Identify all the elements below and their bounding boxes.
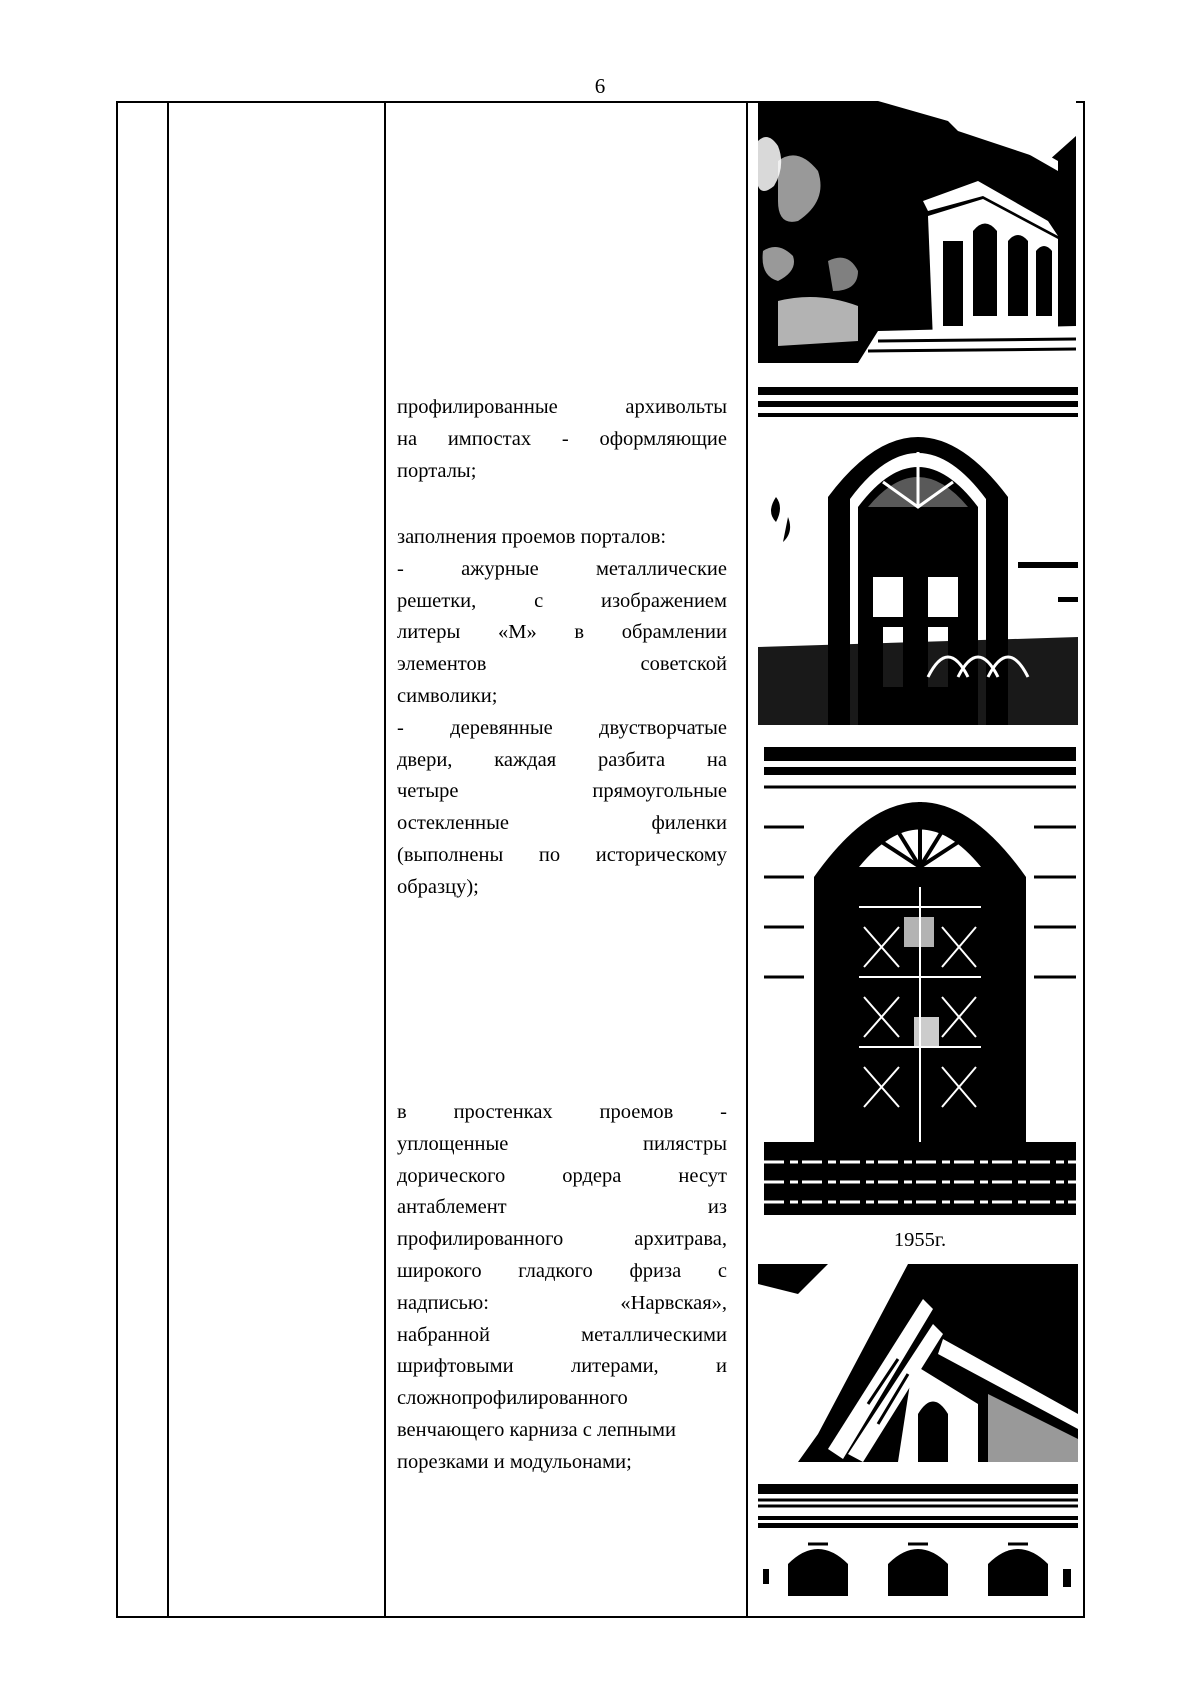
entablature-photo (758, 1484, 1078, 1596)
fillings-text: заполнения проемов порталов: - ажурные металлические решетки, с изображением литеры «М» в обрамлении элементов советской символики; - деревянные двустворчатые двери, каждая разбита на четыре прямоугольные остекленные филенки (выполнены по историческому образцу); (397, 522, 727, 904)
table-column-divider-1 (167, 101, 169, 1618)
portal-1955-photo (764, 747, 1076, 1215)
photo-year-caption: 1955г. (893, 1229, 947, 1251)
portal-arch-photo (758, 387, 1078, 725)
cornice-corner-photo (758, 1264, 1078, 1462)
archivolts-text: профилированные архивольты на импостах - оформляющие порталы; (397, 396, 727, 482)
fillings-title: заполнения проемов порталов: (397, 526, 667, 548)
page-number: 6 (594, 74, 606, 98)
pilasters-text: в простенках проемов - уплощенные пилястры дорического ордера несут антаблемент из профилированного архитрава, широкого гладкого фриза с надписью: «Нарвская», набранной металлическими шрифтовыми литерами, и сложнопрофилированного венчающего карниза с лепными порезками и модульонами; (397, 1101, 727, 1473)
table-column-divider-3 (746, 101, 748, 1618)
building-facade-photo (758, 101, 1076, 363)
table-column-divider-2 (384, 101, 386, 1618)
